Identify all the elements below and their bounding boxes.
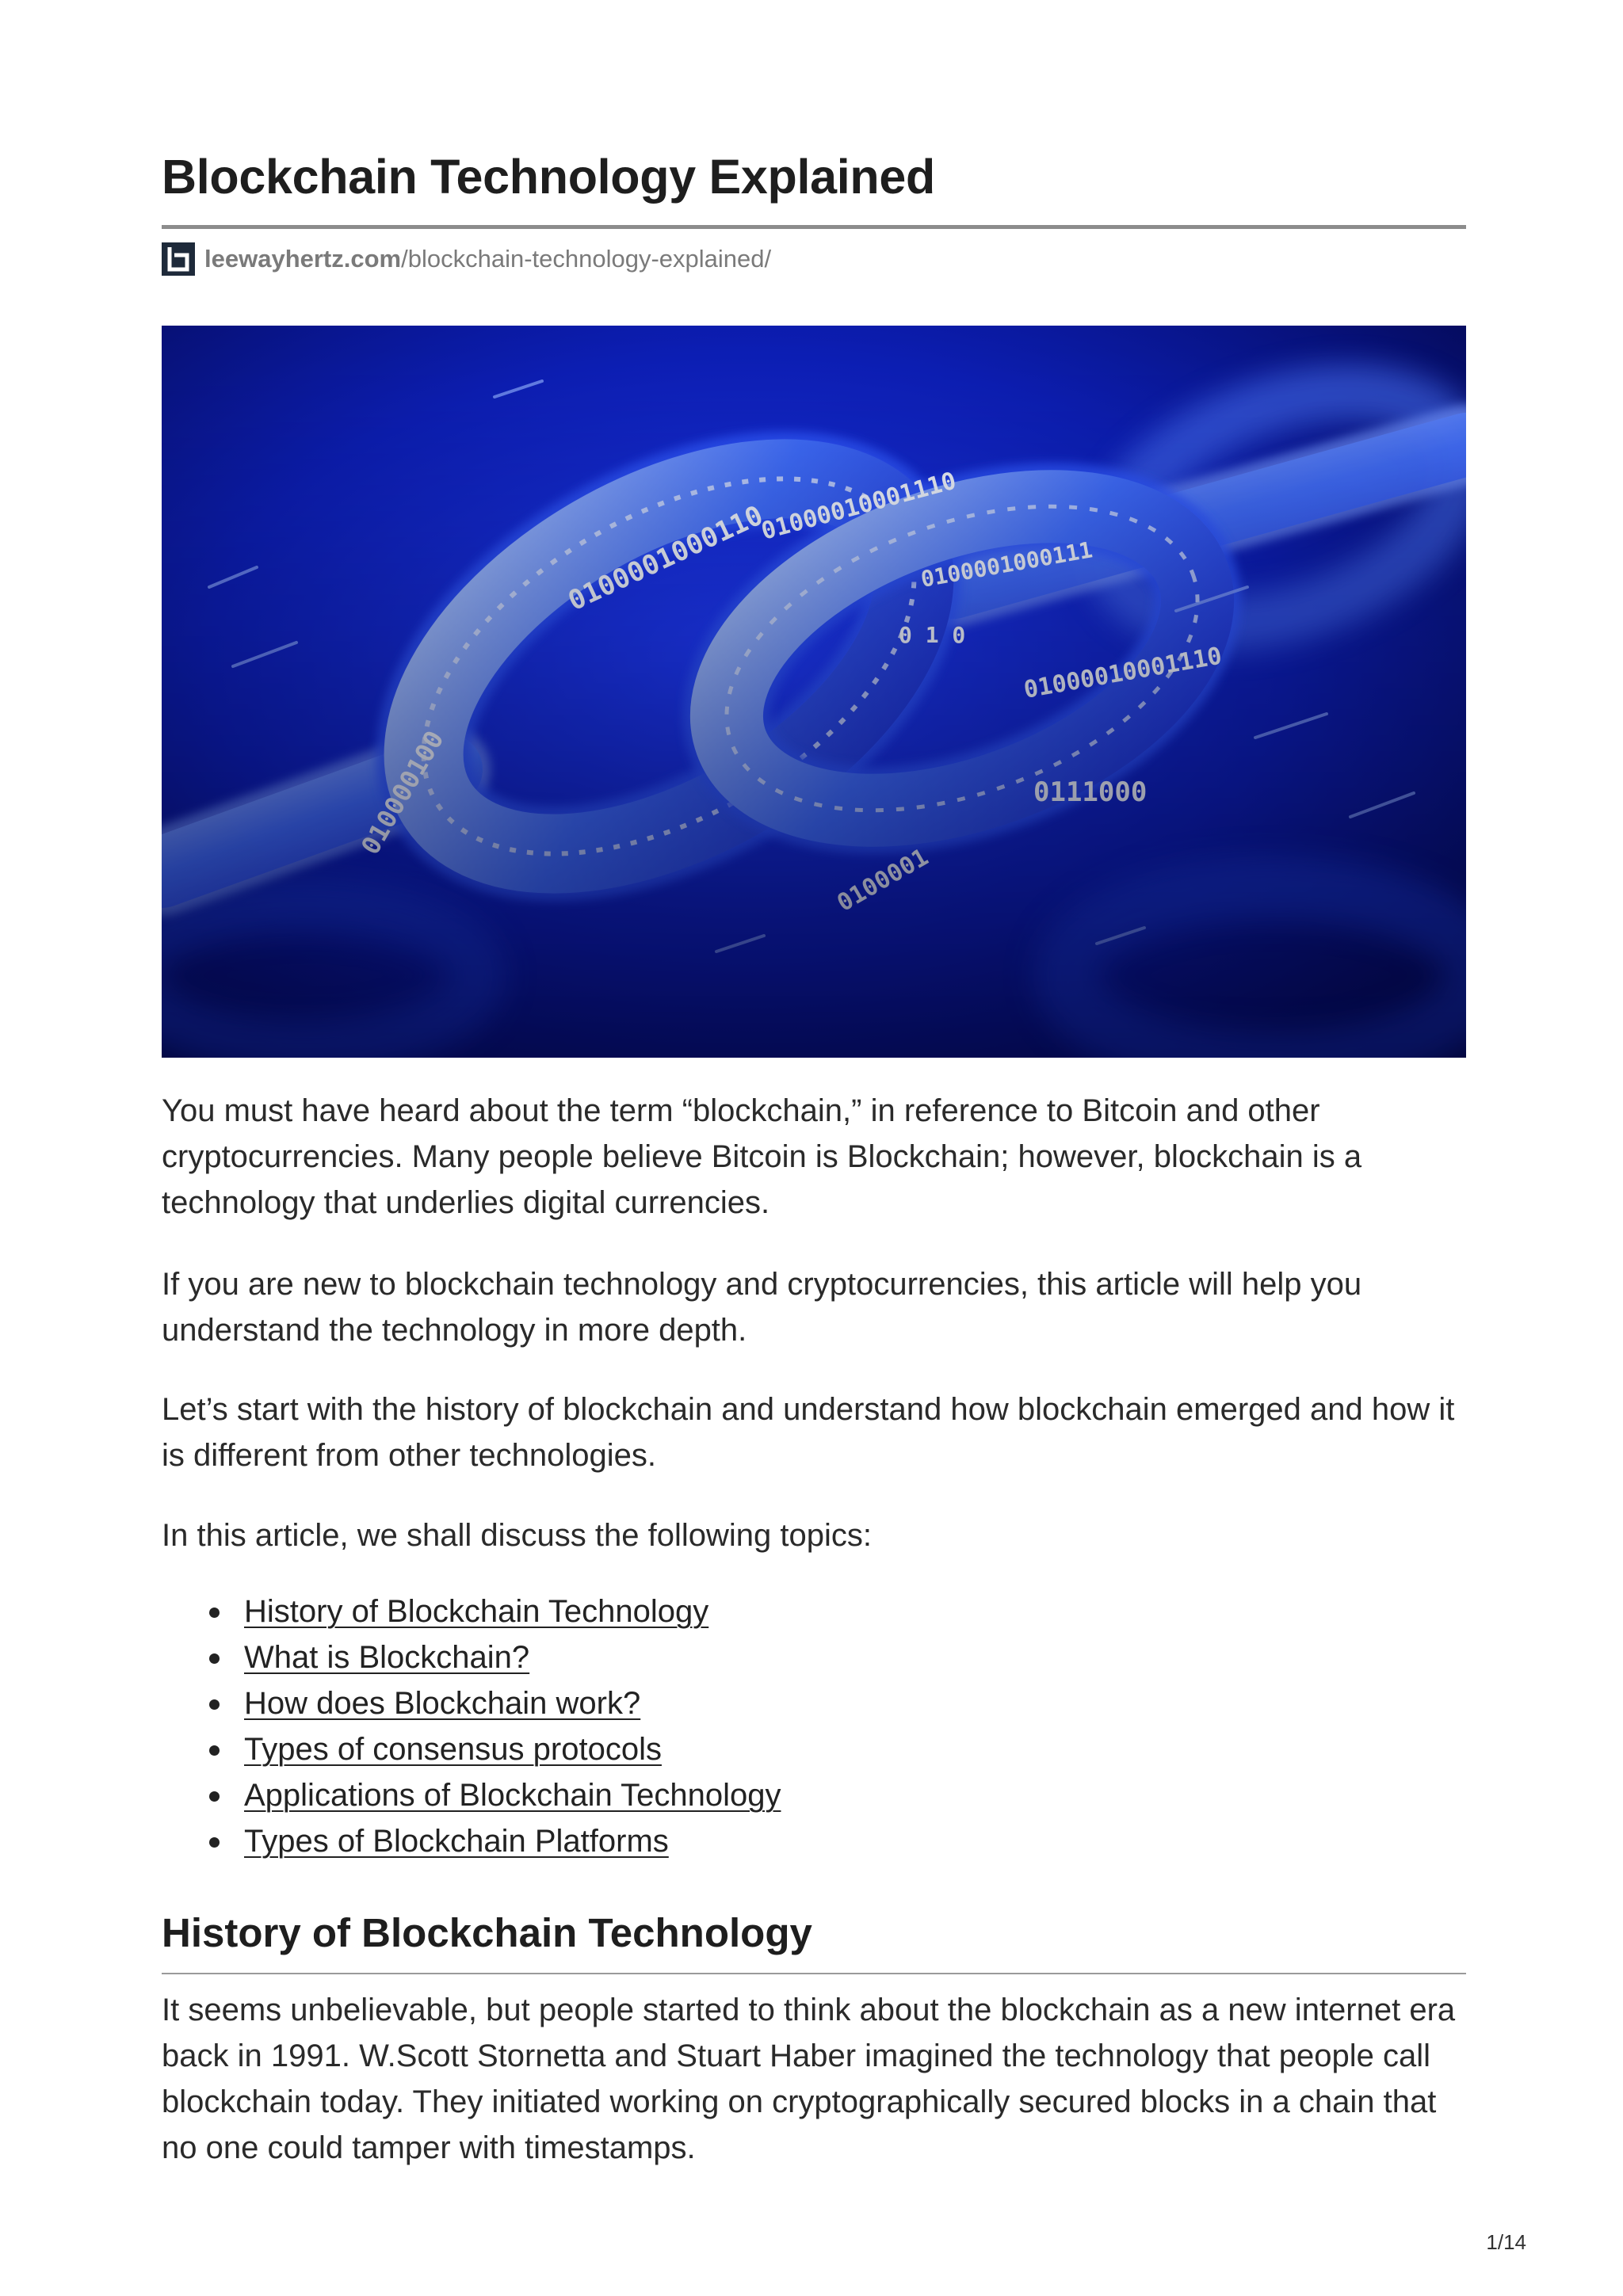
intro-paragraph-3: Let’s start with the history of blockchain and understand how blockchain emerged and how it is different from other technologies.: [162, 1392, 1455, 1473]
bullet-icon: [209, 1745, 220, 1756]
toc-link-what-is[interactable]: What is Blockchain?: [244, 1640, 530, 1675]
list-item: [162, 1589, 781, 1634]
section-paragraph: It seems unbelievable, but people started to think about the blockchain as a new internet era back in 1991. W.Scott Stornetta and Stuart Haber imagined the technology that people call blockchain today. They initiated working on cryptographically secured blocks in a chain that no one could tamper with timestamps.: [162, 1993, 1456, 2165]
toc-link-history[interactable]: History of Blockchain Technology: [244, 1594, 709, 1629]
article-title: Blockchain Technology Explained: [162, 150, 935, 204]
toc-link-how-works[interactable]: How does Blockchain work?: [244, 1686, 641, 1721]
list-item: [162, 1726, 781, 1772]
bullet-icon: [209, 1699, 220, 1710]
chain-illustration: [162, 326, 1466, 1058]
intro-paragraph-4: In this article, we shall discuss the following topics:: [162, 1518, 872, 1553]
bullet-icon: [209, 1608, 220, 1618]
intro-paragraph-1: You must have heard about the term “blockchain,” in reference to Bitcoin and other cryptocurrencies. Many people believe Bitcoin is Blockchain; however, blockchain is a technology that underlies digital currencies.: [162, 1093, 1362, 1220]
page-number: 1/14: [1486, 2230, 1526, 2254]
source-link[interactable]: [162, 242, 771, 276]
list-item: [162, 1772, 781, 1818]
site-favicon-icon: [162, 242, 195, 276]
toc-link-consensus[interactable]: Types of consensus protocols: [244, 1732, 662, 1767]
section-divider: [162, 1973, 1466, 1974]
list-item: [162, 1818, 781, 1864]
section-heading: History of Blockchain Technology: [162, 1910, 812, 1955]
list-item: [162, 1680, 781, 1726]
bullet-icon: [209, 1791, 220, 1802]
bullet-icon: [209, 1837, 220, 1848]
list-item: [162, 1634, 781, 1680]
toc-link-platforms[interactable]: Types of Blockchain Platforms: [244, 1824, 669, 1859]
bullet-icon: [209, 1653, 220, 1664]
source-domain: leewayhertz.com: [204, 245, 402, 273]
title-divider: [162, 225, 1466, 229]
hero-image-blockchain: [162, 326, 1466, 1058]
intro-paragraph-2: If you are new to blockchain technology and cryptocurrencies, this article will help you understand the technology in more depth.: [162, 1267, 1362, 1348]
source-path: /blockchain-technology-explained/: [401, 245, 772, 273]
topics-list: [162, 1589, 781, 1864]
toc-link-applications[interactable]: Applications of Blockchain Technology: [244, 1778, 781, 1813]
